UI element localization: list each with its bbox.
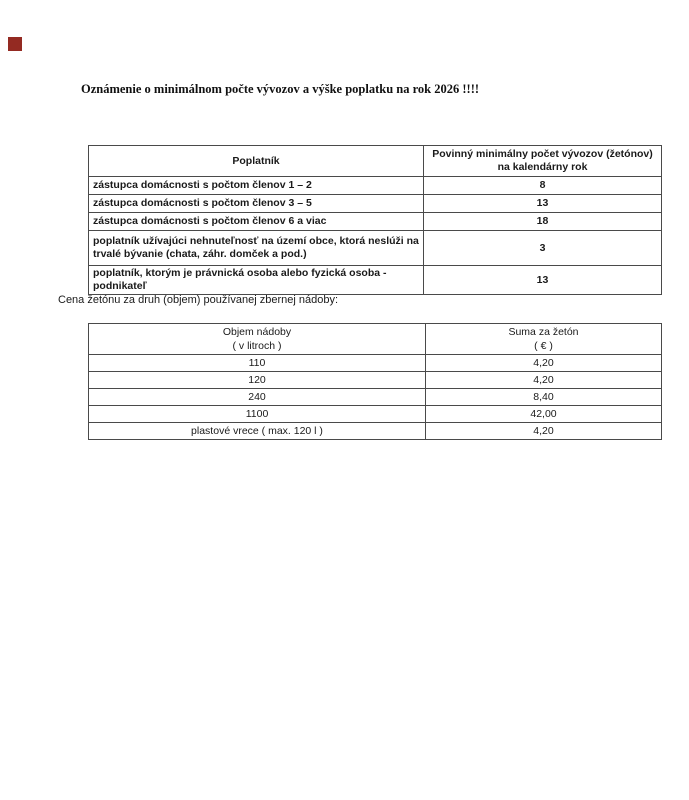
table-row (89, 372, 662, 389)
row-label: plastové vrece ( max. 120 l ) (89, 423, 426, 440)
row-value: 13 (424, 195, 662, 213)
table-header-row (89, 324, 662, 355)
header-poplatnik: Poplatník (89, 146, 424, 177)
row-value: 18 (424, 213, 662, 231)
table-row (89, 389, 662, 406)
header-objem-nadoby (89, 324, 426, 355)
table-row (89, 177, 662, 195)
table-row (89, 213, 662, 231)
row-label: poplatník užívajúci nehnuteľnosť na území obce, ktorá neslúži na trvalé bývanie (chata, záhr. domček a pod.) (89, 231, 424, 266)
row-value: 4,20 (426, 372, 662, 389)
token-price-caption: Cena žetónu za druh (objem) používanej zbernej nádoby: (58, 294, 339, 306)
red-square-marker (8, 37, 22, 51)
header-suma-za-zeton (426, 324, 662, 355)
row-value: 4,20 (426, 423, 662, 440)
row-label: 1100 (89, 406, 426, 423)
row-label: poplatník, ktorým je právnická osoba alebo fyzická osoba - podnikateľ (89, 266, 424, 295)
header-povinny-pocet: Povinný minimálny počet vývozov (žetónov) na kalendárny rok (424, 146, 662, 177)
row-value: 42,00 (426, 406, 662, 423)
row-label: 240 (89, 389, 426, 406)
row-label: 110 (89, 355, 426, 372)
row-label: 120 (89, 372, 426, 389)
table-row (89, 231, 662, 266)
table-row (89, 423, 662, 440)
header-line: ( v litroch ) (232, 340, 282, 352)
row-value: 13 (424, 266, 662, 295)
row-value: 4,20 (426, 355, 662, 372)
row-label: zástupca domácnosti s počtom členov 1 – 2 (89, 177, 424, 195)
table-header-row (89, 146, 662, 177)
table-row (89, 195, 662, 213)
minimum-exports-table (88, 145, 662, 295)
token-price-table (88, 323, 662, 440)
header-line: Suma za žetón (508, 326, 579, 338)
header-line: Objem nádoby (222, 326, 292, 338)
row-value: 8,40 (426, 389, 662, 406)
page-title: Oznámenie o minimálnom počte vývozov a výške poplatku na rok 2026 !!!! (81, 82, 480, 96)
row-label: zástupca domácnosti s počtom členov 6 a viac (89, 213, 424, 231)
table-row (89, 266, 662, 295)
table-row (89, 355, 662, 372)
row-value: 8 (424, 177, 662, 195)
row-value: 3 (424, 231, 662, 266)
row-label: zástupca domácnosti s počtom členov 3 – 5 (89, 195, 424, 213)
table-row (89, 406, 662, 423)
header-line: ( € ) (534, 340, 553, 352)
